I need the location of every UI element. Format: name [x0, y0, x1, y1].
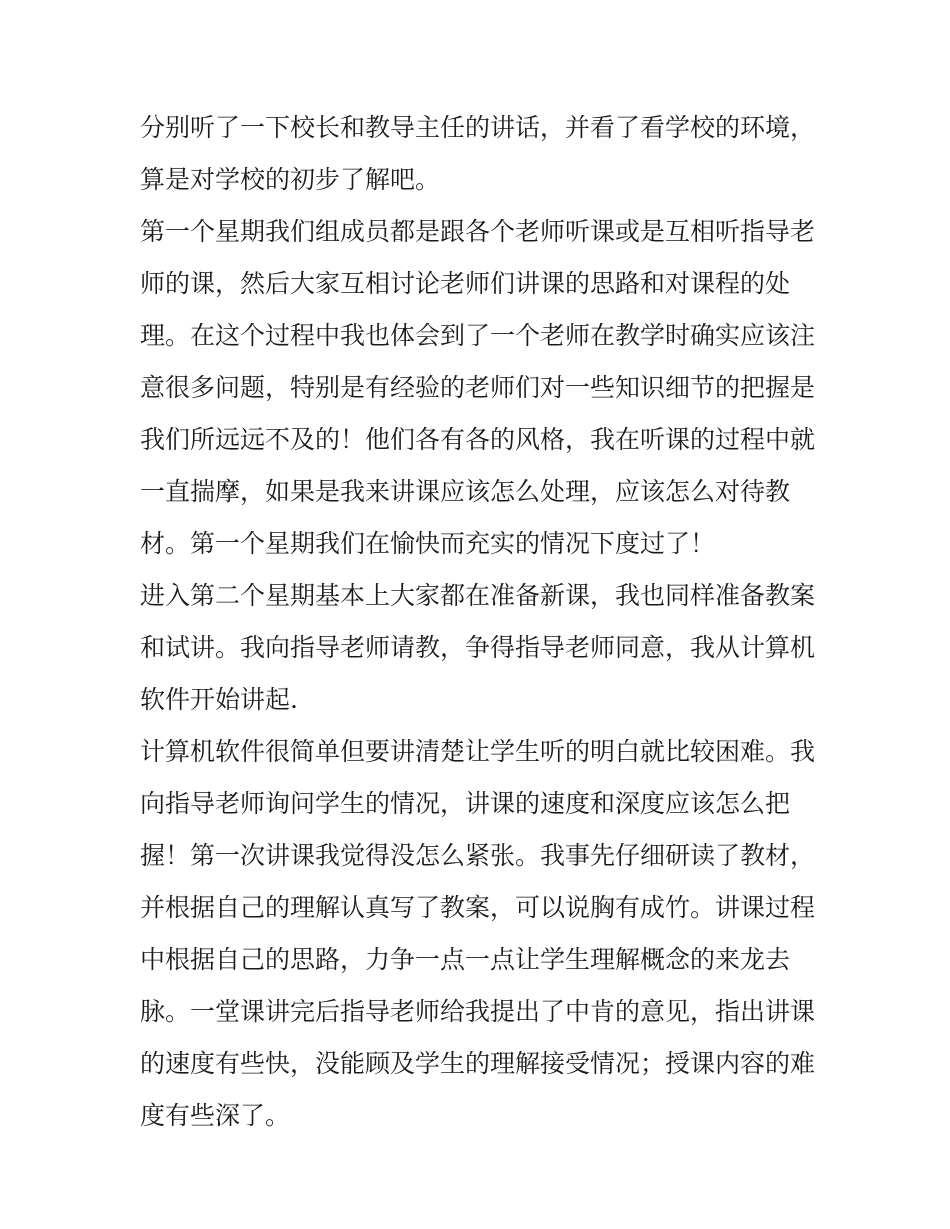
text-line: 握！第一次讲课我觉得没怎么紧张。我事先仔细研读了教材， [140, 841, 816, 870]
text-line: 软件开始讲起. [140, 685, 298, 714]
text-line: 并根据自己的理解认真写了教案，可以说胸有成竹。讲课过程 [140, 893, 816, 922]
text-line: 分别听了一下校长和教导主任的讲话，并看了看学校的环境， [140, 113, 816, 142]
text-line: 中根据自己的思路，力争一点一点让学生理解概念的来龙去 [140, 945, 791, 974]
text-line: 计算机软件很简单但要讲清楚让学生听的明白就比较困难。我 [140, 737, 816, 766]
text-line: 的速度有些快，没能顾及学生的理解接受情况；授课内容的难 [140, 1049, 816, 1078]
text-line: 第一个星期我们组成员都是跟各个老师听课或是互相听指导老 [140, 217, 816, 246]
text-line: 意很多问题，特别是有经验的老师们对一些知识细节的把握是 [140, 373, 816, 402]
text-line: 我们所远远不及的！他们各有各的风格，我在听课的过程中就 [140, 425, 816, 454]
text-line: 脉。一堂课讲完后指导老师给我提出了中肯的意见，指出讲课 [140, 997, 816, 1026]
text-line: 进入第二个星期基本上大家都在准备新课，我也同样准备教案 [140, 581, 816, 610]
text-line: 理。在这个过程中我也体会到了一个老师在教学时确实应该注 [140, 321, 816, 350]
document-body [140, 102, 820, 1142]
text-line: 向指导老师询问学生的情况，讲课的速度和深度应该怎么把 [140, 789, 791, 818]
text-line: 一直揣摩，如果是我来讲课应该怎么处理，应该怎么对待教 [140, 477, 791, 506]
text-line: 算是对学校的初步了解吧。 [140, 165, 441, 194]
text-line: 材。第一个星期我们在愉快而充实的情况下度过了！ [140, 529, 716, 558]
text-line: 师的课，然后大家互相讨论老师们讲课的思路和对课程的处 [140, 269, 791, 298]
text-line: 度有些深了。 [140, 1101, 291, 1130]
text-line: 和试讲。我向指导老师请教，争得指导老师同意，我从计算机 [140, 633, 816, 662]
